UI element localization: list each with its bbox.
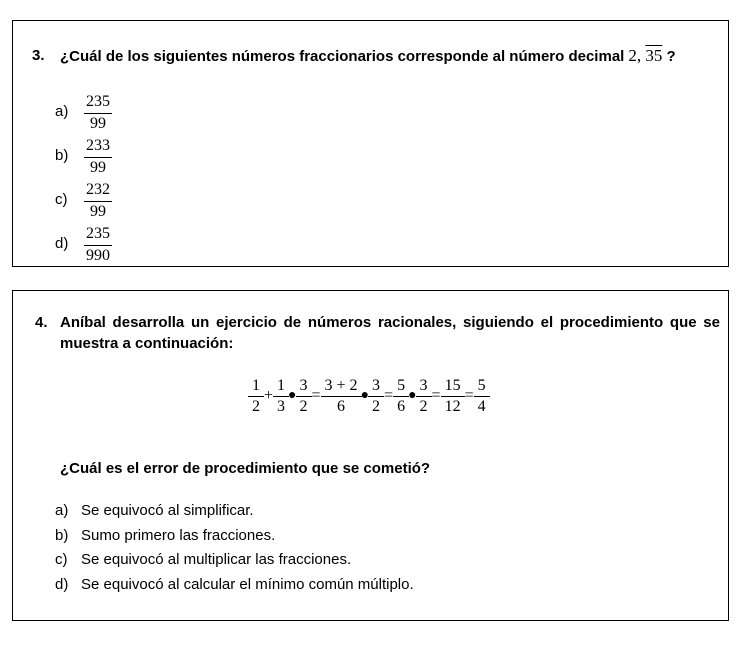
fraction-bar [321, 396, 362, 397]
equals-sign: = [384, 387, 394, 404]
question-3-text [60, 45, 676, 67]
denominator: 3 [277, 398, 286, 415]
question-4-text-line1: Aníbal desarrolla un ejercicio de números racionales, siguiendo el procedimiento que se [60, 314, 720, 331]
q4-option-c-letter: c) [55, 551, 68, 568]
q4-option-a-text[interactable]: Se equivocó al simplificar. [81, 502, 254, 519]
numerator: 3 + 2 [324, 377, 358, 394]
fraction-numerator: 232 [86, 181, 110, 198]
denominator: 6 [337, 398, 346, 415]
denominator: 2 [252, 398, 260, 415]
denominator: 2 [372, 398, 381, 415]
fraction-3 [298, 377, 310, 415]
fraction-bar [84, 201, 112, 202]
fraction-denominator: 990 [86, 247, 110, 264]
option-b-letter: b) [55, 147, 69, 164]
fraction-denominator: 99 [90, 159, 106, 176]
fraction-1 [250, 377, 262, 415]
fraction-9 [476, 377, 488, 415]
numerator: 5 [477, 377, 486, 394]
numerator: 3 [372, 377, 381, 394]
option-a-letter: a) [55, 103, 69, 120]
fraction-4 [323, 377, 360, 415]
fraction-5 [370, 377, 382, 415]
numerator: 1 [252, 377, 260, 394]
q4-option-c-text[interactable]: Se equivocó al multiplicar las fracciones. [81, 551, 352, 568]
fraction-bar [84, 157, 112, 158]
multiply-dot: ● [288, 388, 297, 403]
fraction-2 [275, 377, 287, 415]
option-a-fraction[interactable] [84, 93, 112, 133]
question-4-subquestion: ¿Cuál es el error de procedimiento que se cometió? [60, 460, 431, 477]
question-3-decimal [628, 46, 662, 65]
fraction-numerator: 235 [86, 93, 110, 110]
plus-sign: + [264, 387, 274, 404]
numerator: 5 [397, 377, 406, 394]
fraction-numerator: 233 [86, 137, 110, 154]
option-c-fraction[interactable] [84, 181, 112, 221]
question-4-text-line2: muestra a continuación: [60, 335, 234, 352]
denominator: 12 [444, 398, 461, 415]
decimal-period: 35 [645, 46, 663, 65]
multiply-dot: ● [360, 388, 370, 403]
q4-option-b-text[interactable]: Sumo primero las fracciones. [81, 527, 276, 544]
fraction-bar [441, 396, 465, 397]
numerator: 3 [299, 377, 308, 394]
equals-sign: = [431, 387, 441, 404]
fraction-denominator: 99 [90, 115, 106, 132]
fraction-8 [443, 377, 463, 415]
denominator: 2 [299, 398, 308, 415]
denominator: 6 [397, 398, 406, 415]
fraction-bar [474, 396, 490, 397]
fraction-bar [84, 113, 112, 114]
q4-option-a-letter: a) [55, 502, 69, 519]
multiply-dot: ● [408, 388, 417, 403]
question-3-prompt: ¿Cuál de los siguientes números fraccionarios corresponde al número decimal [60, 48, 625, 65]
question-3-number: 3. [32, 47, 45, 64]
fraction-denominator: 99 [90, 203, 106, 220]
fraction-numerator: 235 [86, 225, 110, 242]
q4-option-d-text[interactable]: Se equivocó al calcular el mínimo común múltiplo. [81, 576, 414, 593]
equals-sign: = [464, 387, 474, 404]
fraction-bar [84, 245, 112, 246]
question-4-number: 4. [35, 314, 48, 331]
denominator: 2 [419, 398, 428, 415]
option-b-fraction[interactable] [84, 137, 112, 177]
numerator: 1 [277, 377, 286, 394]
procedure-equation [250, 377, 488, 415]
option-c-letter: c) [55, 191, 68, 208]
option-d-fraction[interactable] [84, 225, 112, 265]
fraction-7 [418, 377, 430, 415]
option-d-letter: d) [55, 235, 69, 252]
question-3-mark: ? [666, 48, 676, 65]
numerator: 3 [419, 377, 428, 394]
denominator: 4 [477, 398, 486, 415]
q4-option-b-letter: b) [55, 527, 69, 544]
fraction-6 [395, 377, 407, 415]
equals-sign: = [311, 387, 321, 404]
q4-option-d-letter: d) [55, 576, 69, 593]
numerator: 15 [444, 377, 461, 394]
decimal-integer: 2, [628, 46, 642, 65]
